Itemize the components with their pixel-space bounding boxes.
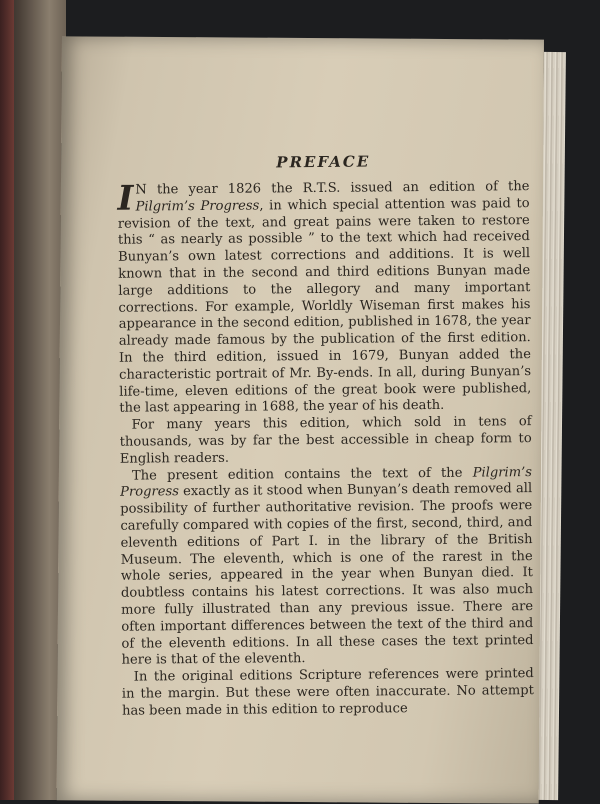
paragraph-2: For many years this edition, which sold in tens of thousands, was by far the best accessible in cheap form to English readers. bbox=[119, 414, 532, 467]
paragraph-4: In the original editions Scripture references were printed in the margin. But these were often inaccurate. No attempt has been made in this edition to reproduce bbox=[121, 666, 534, 719]
paragraph-3-lead: The present edition contains the text of the bbox=[131, 465, 473, 484]
book-page bbox=[57, 36, 544, 803]
book-title-italic: Pilgrim’s Progress bbox=[120, 464, 533, 501]
book-cover-edge bbox=[0, 0, 14, 800]
drop-cap: I bbox=[117, 178, 134, 219]
book-title-italic: Pilgrim’s Progress bbox=[135, 198, 260, 215]
paragraph-1-rest: , in which special attention was paid to revision of the text, and great pains were taken to restore this “ as nearly as possible ” to the text which had received Bunyan’s own latest corrections and additions. It is well known that in the second and third editions Bunyan made large additions to the allegory and many important corrections. For example, Worldly Wiseman first makes his appearance in the second edition, published in 1678, the year already made famous by the publication of the first edition. In the third edition, issued in 1679, Bunyan added the characteristic portrait of Mr. By-ends. In all, during Bunyan’s life-time, eleven editions of the great book were published, the last appearing in 1688, the year of his death. bbox=[117, 195, 532, 417]
paragraph-1-lead: N the year 1826 the R.T.S. issued an edition of the bbox=[135, 179, 530, 198]
paragraph-3-rest: exactly as it stood when Bunyan’s death removed all possibility of further authoritative revision. The proofs were carefully compared with copies of the first, second, third, and eleventh editions of Part I. in the library of the British Museum. The eleventh, which is one of the rarest in the whole series, appeared in the year when Bunyan died. It doubtless contains his latest corrections. It was also much more fully illustrated than any previous issue. There are often important differences between the text of the third and of the eleventh editions. In all these cases the text printed here is that of the eleventh. bbox=[120, 481, 534, 668]
preface-text bbox=[117, 151, 534, 720]
paragraph-1 bbox=[117, 179, 531, 418]
page-title: PREFACE bbox=[276, 152, 371, 172]
paragraph-3 bbox=[120, 465, 534, 670]
